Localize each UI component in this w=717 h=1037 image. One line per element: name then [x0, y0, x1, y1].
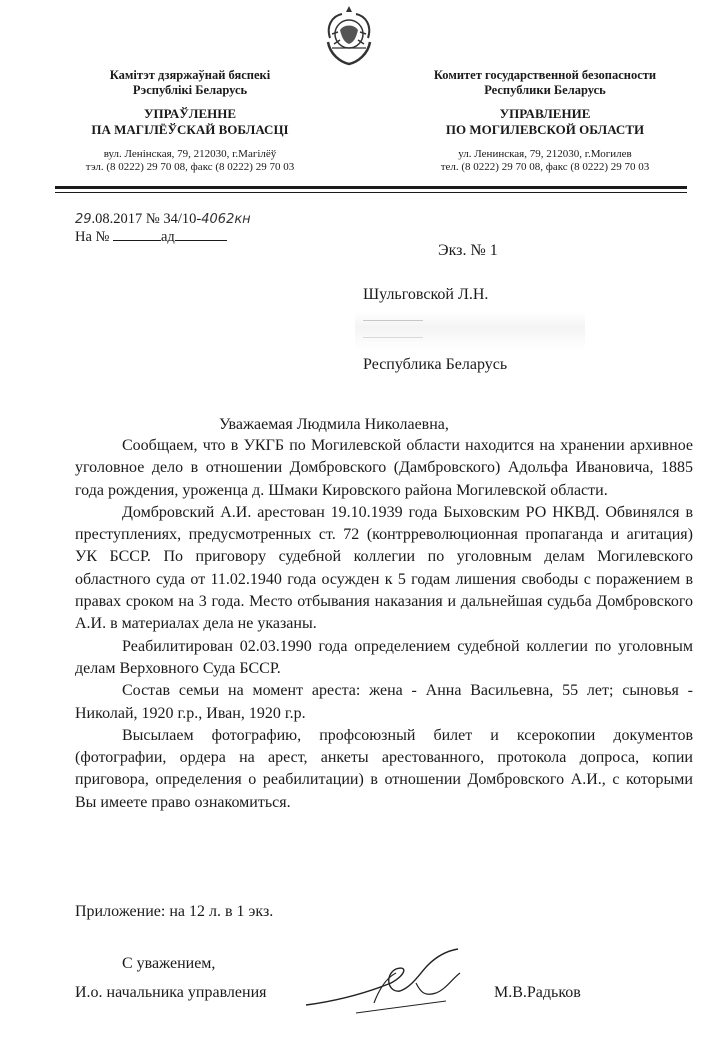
dept-line2-ru: ПО МОГИЛЕВСКОЙ ОБЛАСТИ	[445, 122, 645, 137]
dept-title-ru	[395, 106, 695, 138]
addressee-name: Шульговской Л.Н.	[363, 286, 489, 303]
signer-name: М.В.Радьков	[494, 984, 581, 1001]
reply-number-blank	[113, 240, 161, 241]
handwritten-day: 29	[75, 212, 92, 227]
dept-line1-ru: УПРАВЛЕНИЕ	[499, 106, 591, 121]
body-paragraph: Состав семьи на момент ареста: жена - Анна Васильевна, 55 лет; сыновья - Николай, 1920 г.р., Иван, 1920 г.р.	[75, 682, 693, 722]
org-country-be: Рэспублікі Беларусь	[132, 83, 248, 97]
address-line2-be: тэл. (8 0222) 29 70 08, факс (8 0222) 29 70 03	[85, 161, 295, 173]
signer-title: И.о. начальника управления	[75, 984, 267, 1001]
dept-line1-be: УПРАЎЛЕННЕ	[143, 106, 237, 121]
salutation: Уважаемая Людмила Николаевна,	[219, 416, 449, 433]
reply-mid: ад	[161, 229, 175, 245]
dept-line2-be: ПА МАГІЛЁЎСКАЙ ВОБЛАСЦІ	[91, 122, 289, 137]
outgoing-reference	[75, 211, 251, 228]
address-ru	[395, 148, 695, 174]
header-right	[395, 68, 695, 174]
reply-reference	[75, 229, 227, 245]
closing-phrase: С уважением,	[122, 955, 216, 972]
body-paragraph: Высылаем фотографию, профсоюзный билет и ксерокопии документов (фотографии, ордера на арест, анкеты арестованного, протокола допроса, копии приговора, определения о реабилитации) в отношении Домбровского А.И., с которыми Вы имеете право ознакомиться.	[75, 726, 693, 811]
org-name-ru: Комитет государственной безопасности	[433, 68, 657, 82]
body-paragraph: Сообщаем, что в УКГБ по Могилевской области находится на хранении архивное уголовное дело в отношении Домбровского (Дамбровского) Адольфа Ивановича, 1885 года рождения, уроженца д. Шмаки Кировского района Могилевской области.	[75, 437, 693, 499]
reply-date-blank	[175, 240, 227, 241]
address-line1-be: вул. Ленінская, 79, 212030, г.Магілёў	[103, 148, 277, 160]
reply-prefix: На №	[75, 229, 110, 245]
letter-body	[75, 435, 693, 814]
dept-title-be	[55, 106, 325, 138]
header-divider-thin	[55, 192, 687, 193]
handwritten-signature	[296, 943, 476, 1023]
body-paragraph: Реабилитирован 02.03.1990 года определением судебной коллегии по уголовным делам Верховного Суда БССР.	[75, 637, 693, 677]
reference-date-number: .08.2017 № 34/10-	[91, 211, 202, 227]
org-name-be: Камітэт дзяржаўнай бяспекі	[109, 68, 271, 82]
belarus-emblem-icon	[320, 4, 378, 66]
body-paragraph: Домбровский А.И. арестован 19.10.1939 года Быховским РО НКВД. Обвинялся в преступлениях, предусмотренных ст. 72 (контрреволюционная пропаганда и агитация) УК БССР. По приговору судебной коллегии по уголовным делам Могилевского областного суда от 11.02.1940 года осужден к 5 годам лишения свободы с поражением в правах сроком на 3 года. Место отбывания наказания и дальнейшая судьба Домбровского А.И. в материалах дела не указаны.	[75, 503, 693, 633]
org-country-ru: Республики Беларусь	[484, 83, 606, 97]
redaction-trace	[363, 320, 423, 338]
copy-number: Экз. № 1	[438, 242, 498, 259]
header-left	[55, 68, 325, 174]
address-be	[55, 148, 325, 174]
address-line2-ru: тел. (8 0222) 29 70 08, факс (8 0222) 29 70 03	[440, 161, 650, 173]
header-divider-thick	[55, 186, 687, 189]
address-line1-ru: ул. Ленинская, 79, 212030, г.Могилев	[458, 148, 632, 160]
appendix-note: Приложение: на 12 л. в 1 экз.	[75, 903, 274, 920]
addressee-country: Республика Беларусь	[363, 356, 508, 373]
handwritten-number: 4062кн	[201, 212, 251, 227]
